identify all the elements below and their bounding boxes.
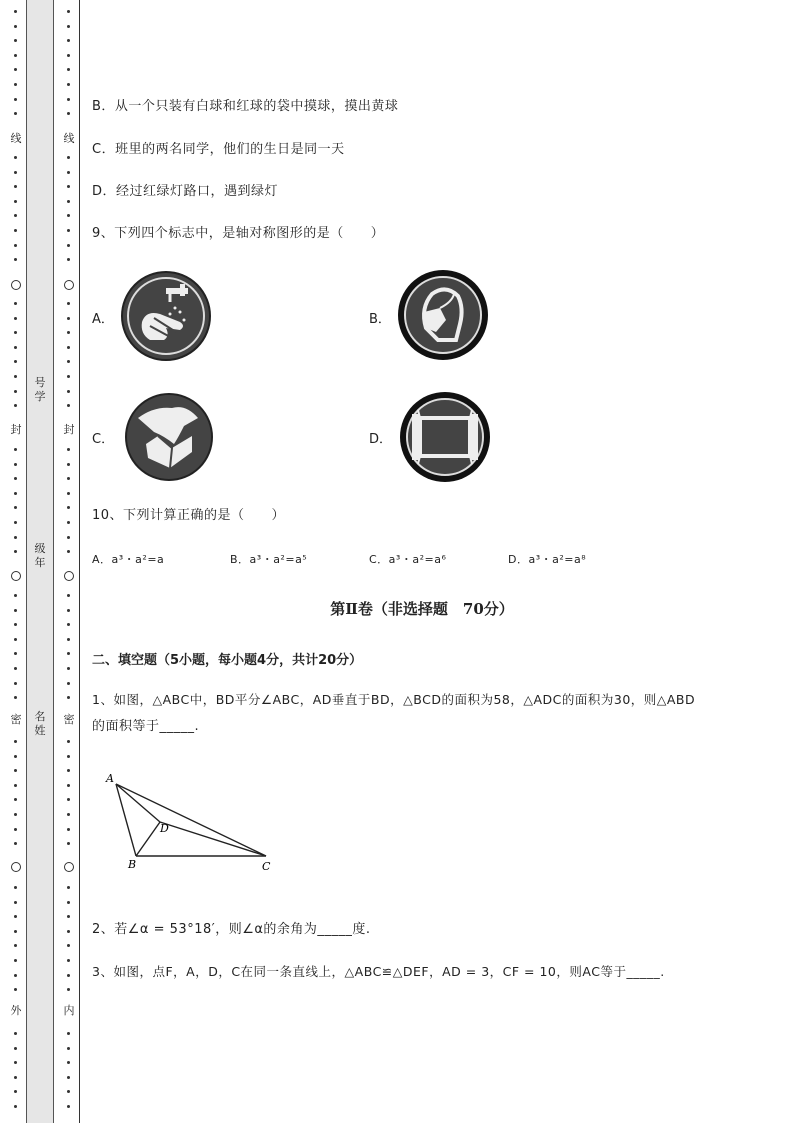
q9-stem: 9、下列四个标志中，是轴对称图形的是（ ） — [92, 226, 385, 241]
left-dotted-cut-line — [10, 0, 22, 1123]
cut-line-dot — [67, 39, 70, 42]
margin-border-line — [79, 0, 80, 1123]
band-label-char: 级 — [34, 542, 46, 555]
cut-line-dot — [14, 1105, 17, 1108]
cut-line-char: 外 — [8, 1005, 24, 1017]
binding-margin — [0, 0, 82, 1123]
cut-line-dot — [14, 594, 17, 597]
cut-line-dot — [67, 652, 70, 655]
cut-line-dot — [67, 842, 70, 845]
q8-option-c: C．班里的两名同学，他们的生日是同一天 — [92, 142, 345, 157]
cut-line-dot — [67, 258, 70, 261]
q9-option-d-label: D． — [369, 432, 393, 447]
cut-line-dot — [14, 536, 17, 539]
cut-line-dot — [67, 974, 70, 977]
cut-line-dot — [67, 302, 70, 305]
cut-line-dot — [67, 623, 70, 626]
cut-line-circle — [64, 862, 74, 872]
cut-line-dot — [14, 244, 17, 247]
cut-line-dot — [14, 185, 17, 188]
cut-line-dot — [67, 463, 70, 466]
cut-line-dot — [67, 448, 70, 451]
q9-option-c-label: C． — [92, 432, 115, 447]
cut-line-dot — [67, 550, 70, 553]
fill-q3: 3、如图，点F，A，D，C在同一条直线上，△ABC≌△DEF，AD = 3，CF = 10，则AC等于_____. — [92, 964, 665, 979]
cut-line-dot — [14, 54, 17, 57]
q8-option-d: D．经过红绿灯路口，遇到绿灯 — [92, 184, 279, 199]
cut-line-dot — [67, 1032, 70, 1035]
cut-line-dot — [67, 83, 70, 86]
hand-washing-icon — [120, 270, 212, 366]
cut-line-dot — [67, 506, 70, 509]
triangle-figure — [102, 770, 282, 878]
cut-line-dot — [14, 550, 17, 553]
cut-line-char: 封 — [61, 424, 77, 436]
band-label-student-number — [27, 376, 53, 404]
band-label-class — [27, 542, 53, 570]
cut-line-dot — [67, 214, 70, 217]
mask-face-icon — [396, 268, 490, 366]
q10-option-d: D．a³・a²=a⁸ — [508, 553, 587, 566]
window-icon — [398, 390, 492, 488]
cut-line-dot — [67, 813, 70, 816]
cut-line-dot — [14, 229, 17, 232]
cut-line-dot — [67, 229, 70, 232]
cut-line-dot — [14, 39, 17, 42]
q10-option-b: B．a³・a²=a⁵ — [230, 553, 308, 566]
cut-line-dot — [14, 930, 17, 933]
tissue-icon — [124, 392, 214, 486]
fill-q2: 2、若∠α = 53°18′，则∠α的余角为_____度. — [92, 922, 371, 937]
cut-line-dot — [67, 331, 70, 334]
cut-line-dot — [14, 1047, 17, 1050]
cut-line-char: 线 — [8, 133, 24, 145]
cut-line-dot — [14, 98, 17, 101]
cut-line-dot — [14, 10, 17, 13]
cut-line-dot — [14, 784, 17, 787]
cut-line-dot — [14, 25, 17, 28]
cut-line-dot — [14, 492, 17, 495]
cut-line-circle — [11, 280, 21, 290]
figure-label-a: A — [106, 772, 114, 785]
cut-line-dot — [14, 214, 17, 217]
cut-line-dot — [67, 1105, 70, 1108]
cut-line-dot — [14, 1076, 17, 1079]
band-label-text — [27, 542, 53, 570]
cut-line-dot — [67, 200, 70, 203]
cut-line-dot — [14, 258, 17, 261]
cut-line-dot — [14, 463, 17, 466]
cut-line-dot — [67, 755, 70, 758]
cut-line-dot — [67, 185, 70, 188]
fill-blank-section-heading: 二、填空题（5小题，每小题4分，共计20分） — [92, 653, 363, 668]
cut-line-dot — [67, 317, 70, 320]
cut-line-dot — [14, 988, 17, 991]
cut-line-dot — [67, 112, 70, 115]
cut-line-dot — [67, 667, 70, 670]
band-label-text — [27, 710, 53, 738]
q9-option-b-label: B． — [369, 312, 391, 327]
cut-line-dot — [14, 404, 17, 407]
cut-line-dot — [14, 667, 17, 670]
q10-stem: 10、下列计算正确的是（ ） — [92, 508, 286, 523]
figure-label-c: C — [262, 860, 271, 873]
cut-line-dot — [14, 769, 17, 772]
student-info-band — [26, 0, 54, 1123]
cut-line-dot — [67, 171, 70, 174]
band-label-char: 姓 — [34, 724, 46, 737]
cut-line-dot — [14, 83, 17, 86]
cut-line-circle — [11, 571, 21, 581]
cut-line-dot — [14, 68, 17, 71]
cut-line-dot — [67, 1090, 70, 1093]
cut-line-dot — [67, 696, 70, 699]
cut-line-dot — [67, 988, 70, 991]
cut-line-dot — [14, 828, 17, 831]
fill-q1-line2: 的面积等于_____. — [92, 719, 200, 734]
cut-line-dot — [67, 1047, 70, 1050]
cut-line-char: 线 — [61, 133, 77, 145]
cut-line-dot — [67, 944, 70, 947]
cut-line-dot — [67, 10, 70, 13]
cut-line-dot — [14, 842, 17, 845]
cut-line-circle — [64, 571, 74, 581]
cut-line-dot — [14, 1061, 17, 1064]
cut-line-dot — [14, 1032, 17, 1035]
cut-line-dot — [14, 813, 17, 816]
band-label-char: 年 — [34, 556, 46, 569]
cut-line-dot — [14, 302, 17, 305]
cut-line-dot — [67, 740, 70, 743]
cut-line-char: 密 — [61, 714, 77, 726]
cut-line-dot — [14, 798, 17, 801]
cut-line-dot — [67, 492, 70, 495]
part-two-title: 第Ⅱ卷（非选择题 70分） — [330, 600, 514, 618]
cut-line-dot — [67, 769, 70, 772]
q10-option-c: C．a³・a²=a⁶ — [369, 553, 447, 566]
cut-line-dot — [67, 156, 70, 159]
cut-line-dot — [67, 98, 70, 101]
band-label-text — [27, 376, 53, 404]
cut-line-dot — [67, 346, 70, 349]
cut-line-dot — [14, 974, 17, 977]
cut-line-dot — [14, 915, 17, 918]
cut-line-dot — [14, 156, 17, 159]
cut-line-dot — [14, 171, 17, 174]
cut-line-dot — [14, 696, 17, 699]
cut-line-dot — [14, 521, 17, 524]
cut-line-dot — [67, 360, 70, 363]
cut-line-dot — [67, 638, 70, 641]
cut-line-dot — [14, 901, 17, 904]
q9-option-a-label: A． — [92, 312, 114, 327]
cut-line-dot — [67, 915, 70, 918]
cut-line-dot — [67, 536, 70, 539]
cut-line-dot — [14, 638, 17, 641]
cut-line-dot — [67, 886, 70, 889]
cut-line-dot — [67, 54, 70, 57]
fill-q1-line1: 1、如图，△ABC中，BD平分∠ABC，AD垂直于BD，△BCD的面积为58，△ADC的面积为30，则△ABD — [92, 692, 696, 707]
cut-line-dot — [67, 594, 70, 597]
q10-option-a: A．a³・a²=a — [92, 553, 165, 566]
cut-line-dot — [14, 331, 17, 334]
cut-line-dot — [14, 623, 17, 626]
cut-line-char: 内 — [61, 1005, 77, 1017]
cut-line-dot — [14, 375, 17, 378]
cut-line-dot — [67, 244, 70, 247]
cut-line-char: 封 — [8, 424, 24, 436]
cut-line-dot — [67, 68, 70, 71]
cut-line-dot — [14, 506, 17, 509]
cut-line-dot — [67, 1061, 70, 1064]
cut-line-dot — [14, 609, 17, 612]
cut-line-dot — [14, 200, 17, 203]
cut-line-dot — [14, 682, 17, 685]
cut-line-dot — [67, 828, 70, 831]
band-label-name — [27, 710, 53, 738]
cut-line-dot — [14, 652, 17, 655]
figure-label-b: B — [128, 858, 137, 871]
cut-line-dot — [67, 959, 70, 962]
cut-line-dot — [14, 477, 17, 480]
cut-line-dot — [67, 1076, 70, 1079]
cut-line-dot — [14, 448, 17, 451]
cut-line-circle — [64, 280, 74, 290]
right-dotted-cut-line — [63, 0, 75, 1123]
cut-line-dot — [67, 682, 70, 685]
cut-line-dot — [67, 404, 70, 407]
cut-line-dot — [67, 375, 70, 378]
cut-line-dot — [14, 390, 17, 393]
cut-line-dot — [67, 930, 70, 933]
cut-line-dot — [67, 521, 70, 524]
cut-line-dot — [14, 1090, 17, 1093]
cut-line-dot — [67, 477, 70, 480]
cut-line-char: 密 — [8, 714, 24, 726]
q8-option-b: B．从一个只装有白球和红球的袋中摸球，摸出黄球 — [92, 99, 399, 114]
cut-line-dot — [67, 798, 70, 801]
cut-line-dot — [14, 959, 17, 962]
cut-line-dot — [14, 346, 17, 349]
cut-line-dot — [14, 944, 17, 947]
figure-label-d: D — [160, 822, 169, 835]
cut-line-dot — [67, 390, 70, 393]
cut-line-dot — [14, 886, 17, 889]
cut-line-dot — [14, 360, 17, 363]
cut-line-dot — [67, 609, 70, 612]
cut-line-dot — [14, 740, 17, 743]
cut-line-dot — [14, 755, 17, 758]
band-label-char: 号 — [34, 376, 46, 389]
cut-line-dot — [14, 112, 17, 115]
cut-line-dot — [67, 901, 70, 904]
band-label-char: 学 — [34, 390, 46, 403]
cut-line-dot — [67, 25, 70, 28]
band-label-char: 名 — [34, 710, 46, 723]
cut-line-dot — [14, 317, 17, 320]
cut-line-circle — [11, 862, 21, 872]
cut-line-dot — [67, 784, 70, 787]
